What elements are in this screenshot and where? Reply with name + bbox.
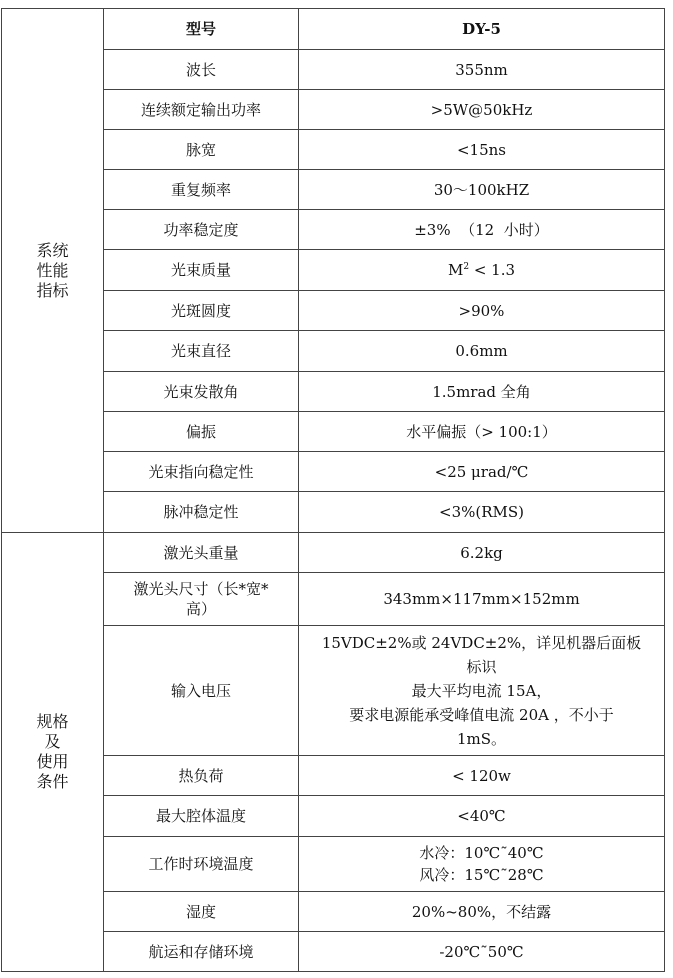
param-name: 脉宽	[104, 130, 299, 170]
spec-table	[1, 8, 665, 972]
param-name: 激光头尺寸（长*宽* 高）	[104, 573, 299, 626]
param-value: 0.6mm	[299, 331, 665, 372]
group-system-performance: 系统 性能 指标	[2, 9, 104, 533]
param-name: 波长	[104, 50, 299, 90]
param-name: 最大腔体温度	[104, 796, 299, 837]
param-value: 1.5mrad 全角	[299, 372, 665, 412]
param-name: 热负荷	[104, 756, 299, 796]
param-name: 光束发散角	[104, 372, 299, 412]
header-model: DY-5	[299, 9, 665, 50]
param-value: 6.2kg	[299, 533, 665, 573]
param-value: <40℃	[299, 796, 665, 837]
param-value: < 120w	[299, 756, 665, 796]
param-name: 连续额定输出功率	[104, 90, 299, 130]
param-value: 水冷：10℃˜40℃ 风冷：15℃˜28℃	[299, 837, 665, 892]
param-name: 输入电压	[104, 626, 299, 756]
param-value: $M^2 < 1.3$	[299, 250, 665, 291]
param-value: >90%	[299, 291, 665, 331]
param-name: 脉冲稳定性	[104, 492, 299, 533]
param-value: ±3% （12 小时）	[299, 210, 665, 250]
param-name: 激光头重量	[104, 533, 299, 573]
param-name: 光束质量	[104, 250, 299, 291]
param-value: <3%(RMS)	[299, 492, 665, 533]
param-value: 15VDC±2%或 24VDC±2%，详见机器后面板 标识 最大平均电流 15A， 要求电源能承受峰值电流 20A ，不小于 1mS。	[299, 626, 665, 756]
param-value: 20%~80%，不结露	[299, 892, 665, 932]
header-param: 型号	[104, 9, 299, 50]
param-name: 工作时环境温度	[104, 837, 299, 892]
param-name: 光斑圆度	[104, 291, 299, 331]
param-value: <15ns	[299, 130, 665, 170]
param-name: 功率稳定度	[104, 210, 299, 250]
param-name: 偏振	[104, 412, 299, 452]
group-specs-conditions: 规格 及 使用 条件	[2, 533, 104, 972]
header-row	[2, 9, 665, 50]
param-name: 湿度	[104, 892, 299, 932]
table-row	[2, 533, 665, 573]
param-value: 水平偏振（> 100:1）	[299, 412, 665, 452]
param-name: 光束直径	[104, 331, 299, 372]
param-name: 航运和存储环境	[104, 932, 299, 972]
param-value: 355nm	[299, 50, 665, 90]
param-name: 重复频率	[104, 170, 299, 210]
param-value: 343mm×117mm×152mm	[299, 573, 665, 626]
param-value: <25 μrad/℃	[299, 452, 665, 492]
param-value: >5W@50kHz	[299, 90, 665, 130]
param-name: 光束指向稳定性	[104, 452, 299, 492]
param-value: 30～100kHZ	[299, 170, 665, 210]
param-value: -20℃˜50℃	[299, 932, 665, 972]
